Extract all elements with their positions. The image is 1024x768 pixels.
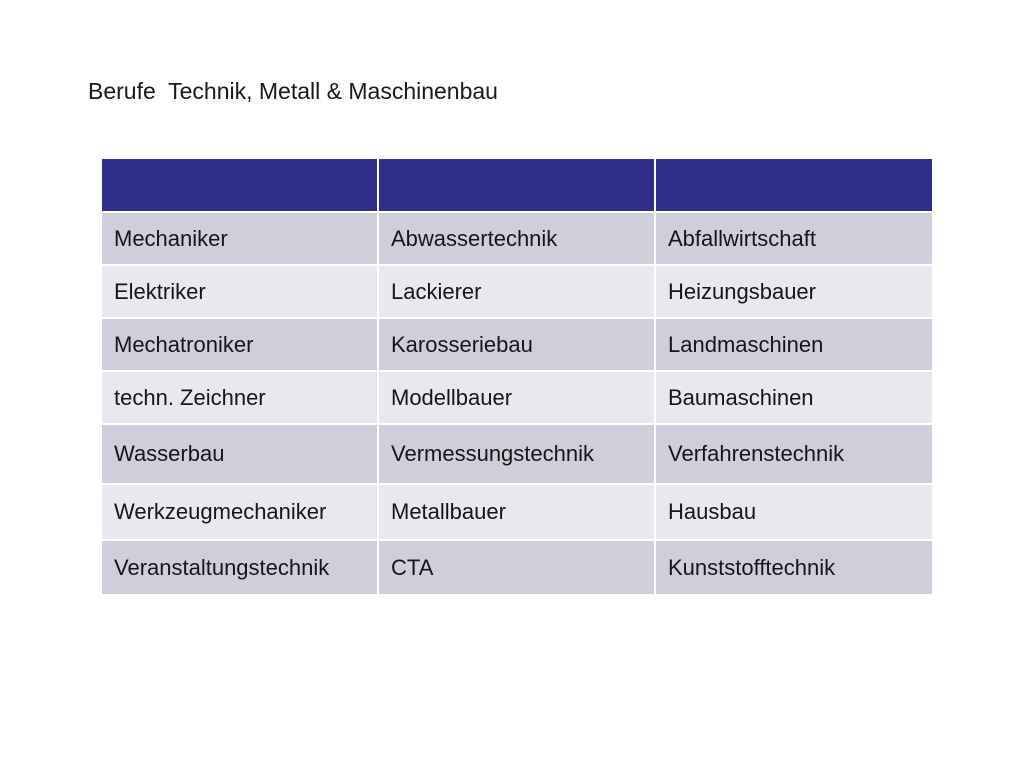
table-row bbox=[101, 371, 933, 424]
table-row bbox=[101, 424, 933, 484]
table-header-cell bbox=[655, 158, 933, 212]
table-cell: Kunststofftechnik bbox=[655, 540, 933, 595]
table-cell: Metallbauer bbox=[378, 484, 655, 540]
table-cell: Elektriker bbox=[101, 265, 378, 318]
table-row bbox=[101, 212, 933, 265]
table-row bbox=[101, 265, 933, 318]
table-row bbox=[101, 318, 933, 371]
table-row bbox=[101, 484, 933, 540]
table-cell: Heizungsbauer bbox=[655, 265, 933, 318]
table-cell: Werkzeugmechaniker bbox=[101, 484, 378, 540]
table-cell: Lackierer bbox=[378, 265, 655, 318]
table-cell: Abwassertechnik bbox=[378, 212, 655, 265]
table-cell: Karosseriebau bbox=[378, 318, 655, 371]
table-header-cell bbox=[378, 158, 655, 212]
table-cell: Landmaschinen bbox=[655, 318, 933, 371]
table-cell: Abfallwirtschaft bbox=[655, 212, 933, 265]
table-header-row bbox=[101, 158, 933, 212]
page-title: Berufe Technik, Metall & Maschinenbau bbox=[88, 78, 498, 104]
table-cell: Vermessungstechnik bbox=[378, 424, 655, 484]
table-cell: techn. Zeichner bbox=[101, 371, 378, 424]
table-row bbox=[101, 540, 933, 595]
professions-table bbox=[100, 157, 934, 596]
table-header-cell bbox=[101, 158, 378, 212]
table-cell: Baumaschinen bbox=[655, 371, 933, 424]
table-cell: Wasserbau bbox=[101, 424, 378, 484]
table-cell: Modellbauer bbox=[378, 371, 655, 424]
table-cell: Mechatroniker bbox=[101, 318, 378, 371]
table-cell: Verfahrenstechnik bbox=[655, 424, 933, 484]
table-cell: Mechaniker bbox=[101, 212, 378, 265]
table-cell: Veranstaltungstechnik bbox=[101, 540, 378, 595]
table-cell: CTA bbox=[378, 540, 655, 595]
table-cell: Hausbau bbox=[655, 484, 933, 540]
